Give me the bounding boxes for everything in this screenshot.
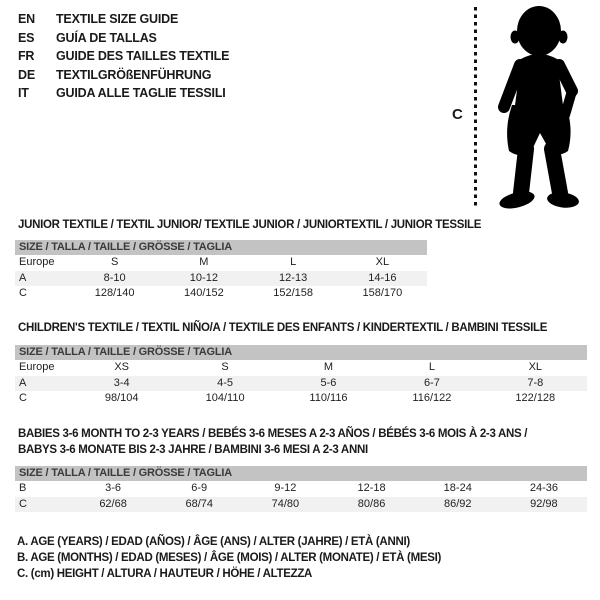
row-label: B bbox=[19, 482, 27, 494]
row-label: C bbox=[19, 497, 27, 510]
language-title: TEXTILE SIZE GUIDE bbox=[56, 12, 179, 26]
table-cell: 128/140 bbox=[94, 287, 135, 299]
row-label: A bbox=[19, 271, 27, 284]
table-cell: 104/110 bbox=[205, 392, 245, 404]
language-row bbox=[18, 29, 229, 48]
table-cell: 116/122 bbox=[412, 392, 452, 404]
table-cell: 7-8 bbox=[527, 376, 544, 389]
table-row bbox=[15, 286, 427, 302]
language-code: FR bbox=[18, 49, 35, 64]
table-cell: 8-10 bbox=[103, 271, 126, 284]
height-measure-label: C bbox=[452, 106, 463, 123]
table-cell: 140/152 bbox=[183, 287, 224, 299]
table-title: CHILDREN'S TEXTILE / TEXTIL NIÑO/A / TEXTILE DES ENFANTS / KINDERTEXTIL / BAMBINI TESSILE bbox=[18, 322, 548, 334]
language-row bbox=[18, 10, 229, 29]
row-label: Europe bbox=[19, 256, 55, 268]
table-cell: 9-12 bbox=[274, 482, 297, 494]
language-code: IT bbox=[18, 86, 29, 101]
table-row bbox=[15, 360, 587, 376]
language-list bbox=[18, 10, 229, 103]
language-code: ES bbox=[18, 30, 35, 45]
row-label: Europe bbox=[19, 361, 55, 373]
footnotes bbox=[17, 535, 441, 582]
language-row bbox=[18, 47, 229, 66]
table-cell: 14-16 bbox=[368, 271, 397, 284]
table-cell: 6-9 bbox=[191, 482, 208, 494]
table-cell: 10-12 bbox=[189, 271, 218, 284]
table-cell: 80/86 bbox=[357, 497, 386, 510]
table-row bbox=[15, 391, 587, 407]
height-measure-dashed-line bbox=[474, 7, 477, 208]
table-cell: 5-6 bbox=[320, 376, 337, 389]
row-label: C bbox=[19, 392, 27, 404]
language-title: GUÍA DE TALLAS bbox=[56, 30, 157, 45]
table-cell: M bbox=[323, 361, 334, 373]
table-cell: S bbox=[221, 361, 229, 373]
language-row bbox=[18, 66, 229, 85]
table-cell: XS bbox=[114, 361, 130, 373]
junior-textile-table bbox=[15, 217, 482, 302]
size-header-bar: SIZE / TALLA / TAILLE / GRÖSSE / TAGLIA bbox=[15, 345, 587, 360]
table-cell: 86/92 bbox=[443, 497, 472, 510]
language-code: DE bbox=[18, 67, 35, 82]
size-header-bar: SIZE / TALLA / TAILLE / GRÖSSE / TAGLIA bbox=[15, 466, 587, 481]
children-textile-table bbox=[15, 320, 587, 407]
table-cell: 92/98 bbox=[530, 497, 558, 510]
table-cell: 3-6 bbox=[105, 482, 122, 494]
row-label: C bbox=[19, 287, 27, 299]
language-row bbox=[18, 84, 229, 103]
table-title: BABIES 3-6 MONTH TO 2-3 YEARS / BEBÉS 3-6 MESES A 2-3 AÑOS / BÉBÉS 3-6 MOIS À 2-3 ANS / bbox=[18, 428, 528, 440]
table-cell: 6-7 bbox=[423, 376, 440, 389]
table-cell: 122/128 bbox=[515, 392, 556, 404]
footnote: C. (cm) HEIGHT / ALTURA / HAUTEUR / HÖHE / ALTEZZA bbox=[17, 567, 313, 580]
table-cell: 98/104 bbox=[104, 392, 139, 404]
table-cell: 158/170 bbox=[362, 287, 403, 299]
table-cell: 24-36 bbox=[529, 482, 558, 494]
language-title: GUIDE DES TAILLES TEXTILE bbox=[56, 49, 230, 64]
row-label: A bbox=[19, 376, 27, 389]
table-row bbox=[15, 376, 587, 392]
footnote: B. AGE (MONTHS) / EDAD (MESES) / ÂGE (MOIS) / ALTER (MONATE) / ETÀ (MESI) bbox=[17, 551, 442, 564]
table-row bbox=[15, 481, 587, 497]
table-cell: 110/116 bbox=[309, 392, 348, 404]
table-row bbox=[15, 497, 587, 513]
table-title: JUNIOR TEXTILE / TEXTIL JUNIOR/ TEXTILE JUNIOR / JUNIORTEXTIL / JUNIOR TESSILE bbox=[18, 219, 482, 231]
table-cell: 4-5 bbox=[217, 376, 234, 389]
language-title: GUIDA ALLE TAGLIE TESSILI bbox=[56, 86, 226, 101]
babies-textile-table bbox=[15, 426, 587, 512]
table-cell: 18-24 bbox=[443, 482, 472, 494]
table-cell: 68/74 bbox=[185, 497, 213, 510]
baby-silhouette-icon bbox=[484, 3, 598, 213]
table-title: BABYS 3-6 MONATE BIS 2-3 JAHRE / BAMBINI 3-6 MESI A 2-3 ANNI bbox=[18, 444, 368, 456]
language-code: EN bbox=[18, 12, 35, 26]
table-cell: 74/80 bbox=[271, 497, 300, 510]
footnote: A. AGE (YEARS) / EDAD (AÑOS) / ÂGE (ANS) / ALTER (JAHRE) / ETÀ (ANNI) bbox=[17, 536, 410, 548]
table-cell: 12-13 bbox=[279, 271, 308, 284]
language-title: TEXTILGRÖßENFÜHRUNG bbox=[56, 67, 212, 82]
table-cell: XL bbox=[375, 256, 390, 268]
size-header-bar: SIZE / TALLA / TAILLE / GRÖSSE / TAGLIA bbox=[15, 240, 427, 255]
table-cell: 3-4 bbox=[113, 376, 130, 389]
table-cell: M bbox=[199, 256, 209, 268]
table-cell: S bbox=[110, 256, 119, 268]
table-cell: L bbox=[290, 256, 297, 268]
table-cell: L bbox=[428, 361, 435, 373]
table-row bbox=[15, 255, 427, 271]
table-cell: XL bbox=[528, 361, 543, 373]
table-cell: 152/158 bbox=[273, 287, 313, 299]
table-cell: 62/68 bbox=[99, 497, 127, 510]
table-row bbox=[15, 271, 427, 287]
table-cell: 12-18 bbox=[357, 482, 386, 494]
